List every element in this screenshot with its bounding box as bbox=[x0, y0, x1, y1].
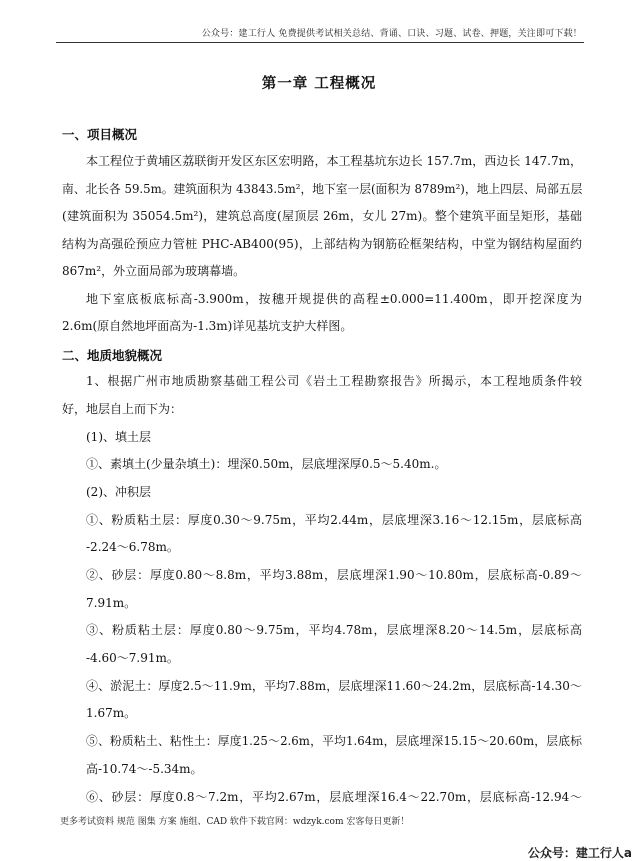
section-heading-project: 一、项目概况 bbox=[62, 127, 138, 142]
paragraph-line: 高-10.74～-5.34m。 bbox=[86, 762, 203, 776]
paragraph-line: 地下室底板底标高-3.900m，按穗开规提供的高程±0.000=11.400m，即开挖深度为 bbox=[86, 292, 582, 306]
paragraph-line: ④、淤泥土：厚度2.5～11.9m，平均7.88m，层底埋深11.60～24.2m，层底标高-14.30～ bbox=[86, 679, 582, 693]
chapter-title: 第一章 工程概况 bbox=[261, 75, 377, 92]
paragraph-line: 本工程位于黄埔区荔联街开发区东区宏明路，本工程基坑东边长 157.7m，西边长 147.7m， bbox=[86, 154, 582, 168]
paragraph-line: 7.91m。 bbox=[86, 596, 137, 610]
paragraph-line: ③、粉质粘土层：厚度0.80～9.75m，平均4.78m，层底埋深8.20～14.5m，层底标高 bbox=[86, 623, 582, 637]
paragraph-line: 867m²，外立面局部为玻璃幕墙。 bbox=[62, 264, 246, 278]
paragraph-line: ⑤、粉质粘土、粘性土：厚度1.25～2.6m，平均1.64m，层底埋深15.15～20.60m，层底标 bbox=[86, 734, 582, 748]
paragraph-line: 结构为高强砼预应力管桩 PHC-AB400(95)，上部结构为钢筋砼框架结构，中堂为钢结构屋面约 bbox=[62, 237, 582, 251]
paragraph-line: 2.6m(原自然地坪面高为-1.3m)详见基坑支护大样图。 bbox=[62, 319, 353, 333]
paragraph-line: 1、根据广州市地质勘察基础工程公司《岩土工程勘察报告》所揭示，本工程地质条件较 bbox=[86, 374, 582, 388]
section-heading-geology: 二、地质地貌概况 bbox=[62, 348, 163, 363]
header-rule bbox=[56, 42, 584, 43]
paragraph-line: -4.60～7.91m。 bbox=[86, 651, 179, 665]
paragraph-line: 南、北长各 59.5m。建筑面积为 43843.5m²，地下室一层(面积为 8789m²)，地上四层、局部五层 bbox=[62, 182, 583, 196]
footer-watermark: 公众号：建工行人a bbox=[527, 846, 632, 860]
paragraph-line: 1.67m。 bbox=[86, 706, 137, 720]
paragraph-line: 好，地层自上而下为： bbox=[62, 402, 183, 416]
paragraph-line: -2.24～6.78m。 bbox=[86, 540, 179, 554]
paragraph-line: ⑥、砂层：厚度0.8～7.2m，平均2.67m，层底埋深16.4～22.70m，层底标高-12.94～ bbox=[86, 790, 582, 804]
paragraph-line: (1)、填土层 bbox=[86, 430, 151, 444]
paragraph-line: ①、素填土(少量杂填土)：埋深0.50m，层底埋深厚0.5～5.40m.。 bbox=[86, 457, 447, 471]
header-notice: 公众号：建工行人 免费提供考试相关总结、背诵、口诀、习题、试卷、押题，关注即可下载！ bbox=[201, 29, 582, 39]
footer-website-notice: 更多考试资料 规范 图集 方案 施组、CAD 软件下载官网：wdzyk.com 宏客每日更新！ bbox=[60, 817, 410, 827]
paragraph-line: (建筑面积为 35054.5m²)，建筑总高度(屋顶层 26m，女儿 27m)。整个建筑平面呈矩形，基础 bbox=[62, 209, 582, 223]
paragraph-line: ②、砂层：厚度0.80～8.8m，平均3.88m，层底埋深1.90～10.80m，层底标高-0.89～ bbox=[86, 568, 582, 582]
paragraph-line: ①、粉质粘土层：厚度0.30～9.75m，平均2.44m，层底埋深3.16～12.15m，层底标高 bbox=[86, 513, 582, 527]
paragraph-line: (2)、冲积层 bbox=[86, 485, 151, 499]
